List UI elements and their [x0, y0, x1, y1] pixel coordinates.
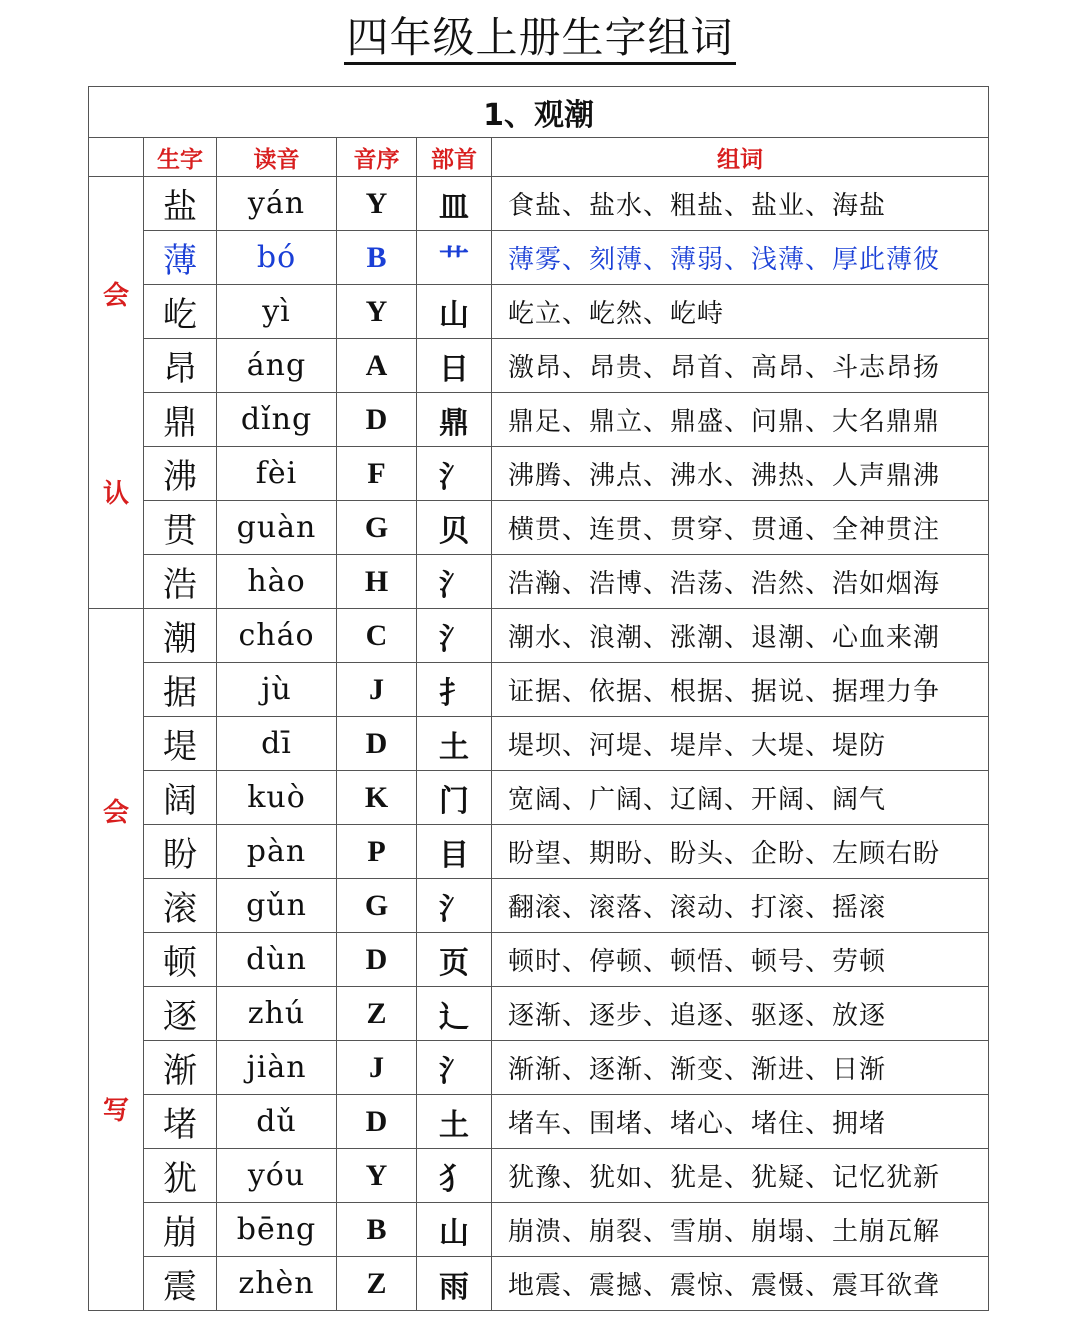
words-cell: 浩瀚、浩博、浩荡、浩然、浩如烟海 [492, 555, 989, 609]
words-cell: 地震、震撼、震惊、震慑、震耳欲聋 [492, 1257, 989, 1311]
table-row [89, 717, 989, 771]
order-cell: D [337, 717, 417, 771]
header-char: 生字 [144, 138, 217, 177]
pinyin-cell: jù [217, 663, 337, 717]
words-cell: 食盐、盐水、粗盐、盐业、海盐 [492, 177, 989, 231]
radical-cell: 贝 [417, 501, 492, 555]
order-cell: Y [337, 285, 417, 339]
words-cell: 堵车、围堵、堵心、堵住、拥堵 [492, 1095, 989, 1149]
radical-cell: 土 [417, 717, 492, 771]
order-cell: Y [337, 177, 417, 231]
radical-cell: 氵 [417, 879, 492, 933]
pinyin-cell: bēng [217, 1203, 337, 1257]
group-write-label [89, 609, 144, 1311]
pinyin-cell: dǔ [217, 1095, 337, 1149]
char-cell: 滚 [144, 879, 217, 933]
radical-cell: 氵 [417, 555, 492, 609]
header-row [89, 138, 989, 177]
words-cell: 横贯、连贯、贯穿、贯通、全神贯注 [492, 501, 989, 555]
radical-cell: 氵 [417, 609, 492, 663]
order-cell: B [337, 1203, 417, 1257]
pinyin-cell: dǐng [217, 393, 337, 447]
words-cell: 屹立、屹然、屹峙 [492, 285, 989, 339]
char-cell: 贯 [144, 501, 217, 555]
order-cell: Y [337, 1149, 417, 1203]
pinyin-cell: pàn [217, 825, 337, 879]
table-row [89, 771, 989, 825]
char-cell: 震 [144, 1257, 217, 1311]
radical-cell: 氵 [417, 1041, 492, 1095]
group-label-char: 写 [102, 1096, 129, 1127]
radical-cell: 山 [417, 285, 492, 339]
order-cell: G [337, 501, 417, 555]
char-cell: 薄 [144, 231, 217, 285]
char-cell: 堵 [144, 1095, 217, 1149]
char-cell: 阔 [144, 771, 217, 825]
radical-cell: 扌 [417, 663, 492, 717]
words-cell: 犹豫、犹如、犹是、犹疑、记忆犹新 [492, 1149, 989, 1203]
pinyin-cell: kuò [217, 771, 337, 825]
char-cell: 昂 [144, 339, 217, 393]
group-recognize-label [89, 177, 144, 609]
order-cell: J [337, 1041, 417, 1095]
header-words: 组词 [492, 138, 989, 177]
pinyin-cell: dī [217, 717, 337, 771]
words-cell: 翻滚、滚落、滚动、打滚、摇滚 [492, 879, 989, 933]
group-label-char: 会 [102, 797, 129, 828]
words-cell: 宽阔、广阔、辽阔、开阔、阔气 [492, 771, 989, 825]
table-row [89, 1257, 989, 1311]
order-cell: D [337, 933, 417, 987]
char-cell: 沸 [144, 447, 217, 501]
table-row [89, 879, 989, 933]
table-row [89, 339, 989, 393]
words-cell: 薄雾、刻薄、薄弱、浅薄、厚此薄彼 [492, 231, 989, 285]
order-cell: D [337, 393, 417, 447]
pinyin-cell: guàn [217, 501, 337, 555]
pinyin-cell: yì [217, 285, 337, 339]
lesson-row [89, 87, 989, 138]
order-cell: H [337, 555, 417, 609]
char-cell: 逐 [144, 987, 217, 1041]
lesson-title: 1、观潮 [89, 87, 989, 138]
char-cell: 据 [144, 663, 217, 717]
order-cell: B [337, 231, 417, 285]
char-cell: 顿 [144, 933, 217, 987]
pinyin-cell: dùn [217, 933, 337, 987]
words-cell: 激昂、昂贵、昂首、高昂、斗志昂扬 [492, 339, 989, 393]
radical-cell: 氵 [417, 447, 492, 501]
words-cell: 潮水、浪潮、涨潮、退潮、心血来潮 [492, 609, 989, 663]
pinyin-cell: yóu [217, 1149, 337, 1203]
order-cell: Z [337, 1257, 417, 1311]
table-row [89, 825, 989, 879]
table-row [89, 177, 989, 231]
vocabulary-table-body [89, 87, 989, 1311]
group-label-char: 会 [102, 280, 129, 311]
char-cell: 屹 [144, 285, 217, 339]
header-pinyin: 读音 [217, 138, 337, 177]
char-cell: 崩 [144, 1203, 217, 1257]
table-row [89, 501, 989, 555]
table-row [89, 555, 989, 609]
header-order: 音序 [337, 138, 417, 177]
radical-cell: 目 [417, 825, 492, 879]
table-row [89, 231, 989, 285]
radical-cell: 土 [417, 1095, 492, 1149]
table-row [89, 447, 989, 501]
table-row [89, 393, 989, 447]
table-row [89, 1095, 989, 1149]
order-cell: Z [337, 987, 417, 1041]
pinyin-cell: fèi [217, 447, 337, 501]
radical-cell: 辶 [417, 987, 492, 1041]
pinyin-cell: gǔn [217, 879, 337, 933]
radical-cell: 鼎 [417, 393, 492, 447]
words-cell: 证据、依据、根据、据说、据理力争 [492, 663, 989, 717]
words-cell: 沸腾、沸点、沸水、沸热、人声鼎沸 [492, 447, 989, 501]
pinyin-cell: zhèn [217, 1257, 337, 1311]
pinyin-cell: áng [217, 339, 337, 393]
group-label-char: 认 [102, 479, 129, 510]
char-cell: 浩 [144, 555, 217, 609]
pinyin-cell: hào [217, 555, 337, 609]
words-cell: 崩溃、崩裂、雪崩、崩塌、土崩瓦解 [492, 1203, 989, 1257]
words-cell: 鼎足、鼎立、鼎盛、问鼎、大名鼎鼎 [492, 393, 989, 447]
words-cell: 逐渐、逐步、追逐、驱逐、放逐 [492, 987, 989, 1041]
pinyin-cell: bó [217, 231, 337, 285]
words-cell: 顿时、停顿、顿悟、顿号、劳顿 [492, 933, 989, 987]
pinyin-cell: yán [217, 177, 337, 231]
pinyin-cell: jiàn [217, 1041, 337, 1095]
table-row [89, 1203, 989, 1257]
table-row [89, 1149, 989, 1203]
words-cell: 堤坝、河堤、堤岸、大堤、堤防 [492, 717, 989, 771]
table-row [89, 1041, 989, 1095]
table-row [89, 987, 989, 1041]
radical-cell: 门 [417, 771, 492, 825]
vocabulary-table [88, 86, 989, 1311]
table-row [89, 285, 989, 339]
order-cell: K [337, 771, 417, 825]
order-cell: G [337, 879, 417, 933]
page-title [0, 10, 1080, 66]
char-cell: 盐 [144, 177, 217, 231]
char-cell: 堤 [144, 717, 217, 771]
char-cell: 渐 [144, 1041, 217, 1095]
char-cell: 犹 [144, 1149, 217, 1203]
radical-cell: 犭 [417, 1149, 492, 1203]
radical-cell: 雨 [417, 1257, 492, 1311]
order-cell: A [337, 339, 417, 393]
words-cell: 渐渐、逐渐、渐变、渐进、日渐 [492, 1041, 989, 1095]
radical-cell: 日 [417, 339, 492, 393]
char-cell: 盼 [144, 825, 217, 879]
table-row [89, 609, 989, 663]
table-row [89, 663, 989, 717]
pinyin-cell: zhú [217, 987, 337, 1041]
table-row [89, 933, 989, 987]
order-cell: C [337, 609, 417, 663]
radical-cell: 皿 [417, 177, 492, 231]
page-title-text: 四年级上册生字组词 [344, 13, 735, 65]
char-cell: 潮 [144, 609, 217, 663]
words-cell: 盼望、期盼、盼头、企盼、左顾右盼 [492, 825, 989, 879]
order-cell: F [337, 447, 417, 501]
header-group-blank [89, 138, 144, 177]
pinyin-cell: cháo [217, 609, 337, 663]
char-cell: 鼎 [144, 393, 217, 447]
header-radical: 部首 [417, 138, 492, 177]
radical-cell: 艹 [417, 231, 492, 285]
order-cell: D [337, 1095, 417, 1149]
radical-cell: 山 [417, 1203, 492, 1257]
radical-cell: 页 [417, 933, 492, 987]
order-cell: J [337, 663, 417, 717]
order-cell: P [337, 825, 417, 879]
